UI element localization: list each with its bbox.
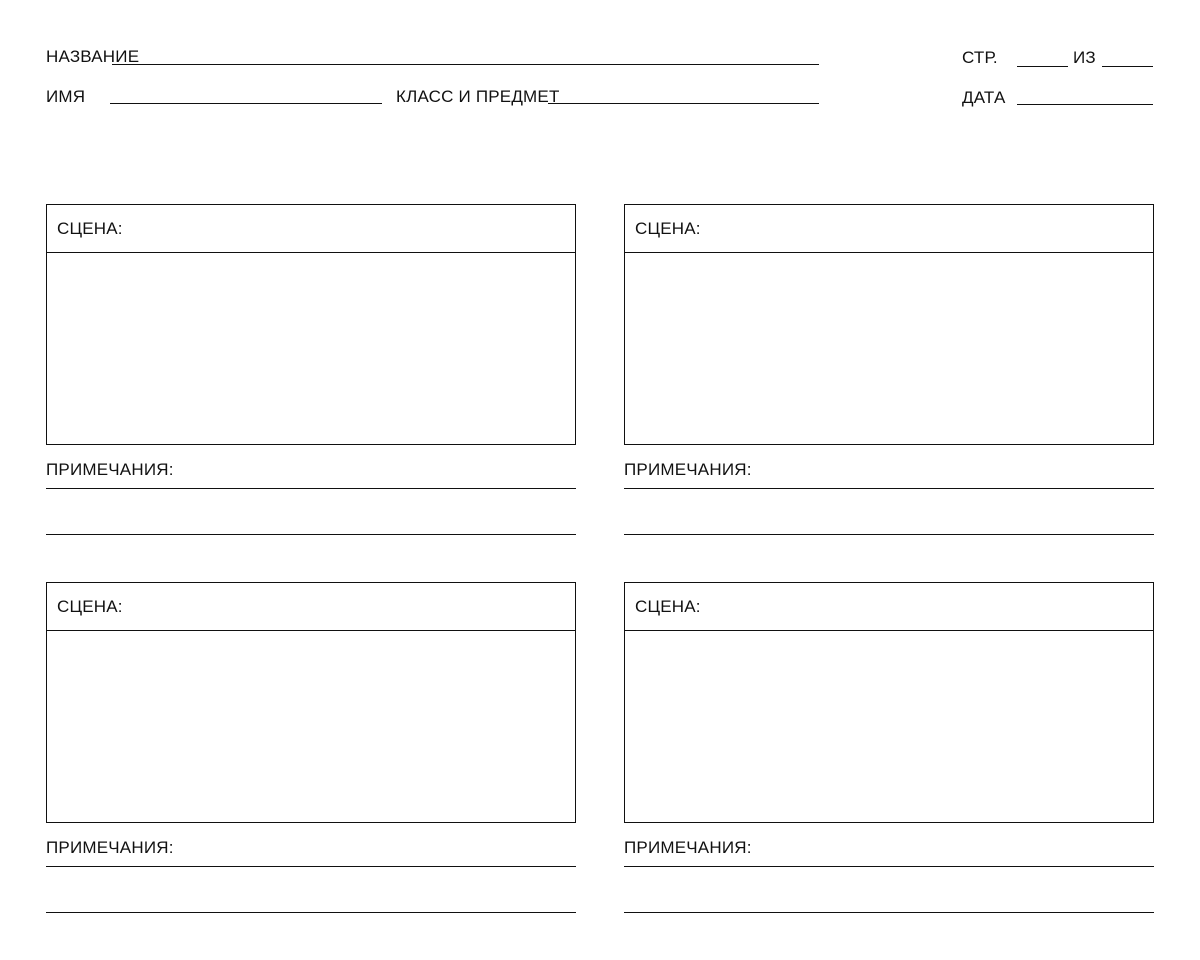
notes-label: ПРИМЕЧАНИЯ: [46,460,174,479]
scene-label: СЦЕНА: [635,597,701,616]
scene-panel [46,582,576,823]
notes-line[interactable] [624,488,1154,489]
date-field[interactable] [1017,104,1153,105]
name-field[interactable] [110,103,382,104]
scene-label: СЦЕНА: [57,219,123,238]
notes-line[interactable] [46,912,576,913]
notes-line[interactable] [624,534,1154,535]
notes-line[interactable] [46,534,576,535]
scene-header [47,583,575,631]
scene-drawing-area[interactable] [47,253,575,444]
class-subject-label: КЛАСС И ПРЕДМЕТ [396,87,560,106]
name-label: ИМЯ [46,87,86,106]
scene-header [47,205,575,253]
title-label: НАЗВАНИЕ [46,47,140,66]
scene-drawing-area[interactable] [625,253,1153,444]
notes-label: ПРИМЕЧАНИЯ: [624,460,752,479]
date-label: ДАТА [962,88,1006,107]
of-label: ИЗ [1073,48,1096,67]
scene-header [625,205,1153,253]
notes-line[interactable] [624,866,1154,867]
scene-label: СЦЕНА: [635,219,701,238]
scene-panel [46,204,576,445]
page-label: СТР. [962,48,998,67]
notes-label: ПРИМЕЧАНИЯ: [46,838,174,857]
notes-line[interactable] [624,912,1154,913]
title-field[interactable] [112,64,819,65]
scene-drawing-area[interactable] [625,631,1153,822]
page-number-field[interactable] [1017,66,1068,67]
notes-line[interactable] [46,488,576,489]
scene-drawing-area[interactable] [47,631,575,822]
notes-label: ПРИМЕЧАНИЯ: [624,838,752,857]
scene-panel [624,582,1154,823]
scene-label: СЦЕНА: [57,597,123,616]
notes-line[interactable] [46,866,576,867]
scene-panel [624,204,1154,445]
scene-header [625,583,1153,631]
total-pages-field[interactable] [1102,66,1153,67]
class-subject-field[interactable] [548,103,819,104]
